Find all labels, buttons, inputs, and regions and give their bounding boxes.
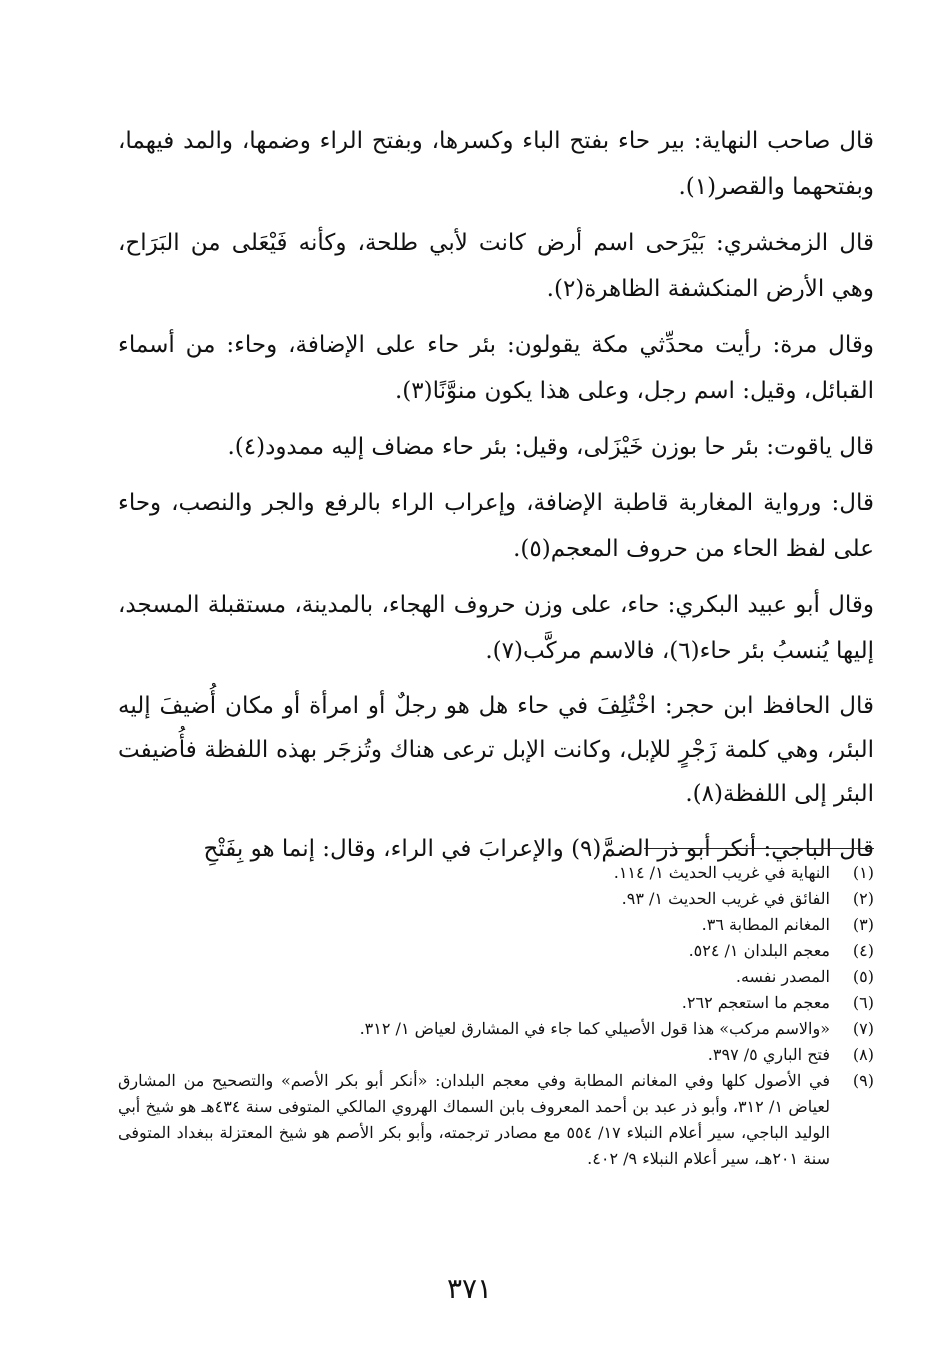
- paragraph: قال الزمخشري: بَيْرَحى اسم أرض كانت لأبي طلحة، وكأنه فَيْعَلى من البَرَاح، وهي الأرض المنكشفة الظاهرة(٢).: [118, 230, 874, 302]
- footnote: [118, 886, 874, 912]
- footnote-number: (٣): [852, 915, 874, 934]
- footnote-text: الفائق في غريب الحديث ١/ ٩٣.: [621, 889, 830, 908]
- paragraph: قال صاحب النهاية: بير حاء بفتح الباء وكسرها، وبفتح الراء وضمها، والمد فيهما، وبفتحهما والقصر(١).: [118, 128, 874, 200]
- footnote-number: (٦): [852, 993, 874, 1012]
- footnote-text: فتح الباري ٥/ ٣٩٧.: [707, 1045, 830, 1064]
- footnote: [118, 912, 874, 938]
- footnotes: [118, 860, 874, 1172]
- footnote-text: المغانم المطابة ٣٦.: [701, 915, 830, 934]
- footnote-text: «والاسم مركب» هذا قول الأصيلي كما جاء في المشارق لعياض ١/ ٣١٢.: [359, 1019, 830, 1038]
- footnote-text: في الأصول كلها وفي المغانم المطابة وفي معجم البلدان: «أنكر أبو بكر الأصم» والتصحيح من المشارق لعياض ١/ ٣١٢، وأبو ذر عبد بن أحمد المعروف بابن السماك الهروي المالكي المتوفى سنة ٤٣٤هـ هو شيخ أبي الوليد الباجي، سير أعلام النبلاء ١٧/ ٥٥٤ مع مصادر ترجمته، وأبو بكر الأصم هو شيخ المعتزلة ببغداد المتوفى سنة ٢٠١هـ، سير أعلام النبلاء ٩/ ٤٠٢.: [118, 1071, 830, 1168]
- footnote-text: المصدر نفسه.: [735, 967, 830, 986]
- footnote-number: (٢): [852, 889, 874, 908]
- footnote-text: معجم ما استعجم ٢٦٢.: [681, 993, 830, 1012]
- footnote: [118, 990, 874, 1016]
- paragraph: قال الباجي: أنكر أبو ذر الضمَّ(٩) والإعرابَ في الراء، وقال: إنما هو بِفَتْحِ: [203, 836, 874, 862]
- paragraph: قال: ورواية المغاربة قاطبة الإضافة، وإعراب الراء بالرفع والجر والنصب، وحاء على لفظ الحاء من حروف المعجم(٥).: [118, 490, 874, 562]
- footnote: [118, 860, 874, 886]
- footnote: [118, 964, 874, 990]
- paragraph: وقال أبو عبيد البكري: حاء، على وزن حروف الهجاء، بالمدينة، مستقبلة المسجد، إليها يُنسبُ بئر حاء(٦)، فالاسم مركَّب(٧).: [118, 592, 874, 664]
- footnote-text: النهاية في غريب الحديث ١/ ١١٤.: [613, 863, 830, 882]
- page-number: ٣٧١: [446, 1272, 493, 1305]
- footnote: [118, 1016, 874, 1042]
- paragraph: قال ياقوت: بئر حا بوزن خَيْزَلى، وقيل: بئر حاء مضاف إليه ممدود(٤).: [227, 434, 874, 460]
- footnote-number: (٧): [852, 1019, 874, 1038]
- footnote-number: (٩): [852, 1071, 874, 1090]
- footnote-number: (٨): [852, 1045, 874, 1064]
- footnote-divider: [644, 848, 874, 849]
- main-text: [118, 118, 874, 882]
- footnote: [118, 938, 874, 964]
- footnote: [118, 1042, 874, 1068]
- footnote: [118, 1068, 874, 1172]
- footnote-text: معجم البلدان ١/ ٥٢٤.: [688, 941, 830, 960]
- paragraph: قال الحافظ ابن حجر: اخْتُلِفَ في حاء هل هو رجلٌ أو امرأة أو مكان أُضيفَ إليه البئر، وهي كلمة زَجْرٍ للإبل، وكانت الإبل ترعى هناك وتُزجَر بهذه اللفظة فأُضيفت البئر إلى اللفظة(٨).: [118, 693, 874, 807]
- footnote-number: (١): [852, 863, 874, 882]
- footnote-number: (٤): [852, 941, 874, 960]
- footnote-number: (٥): [852, 967, 874, 986]
- paragraph: وقال مرة: رأيت محدِّثي مكة يقولون: بئر حاء على الإضافة، وحاء: من أسماء القبائل، وقيل: اسم رجل، وعلى هذا يكون منوَّنًا(٣).: [118, 332, 874, 404]
